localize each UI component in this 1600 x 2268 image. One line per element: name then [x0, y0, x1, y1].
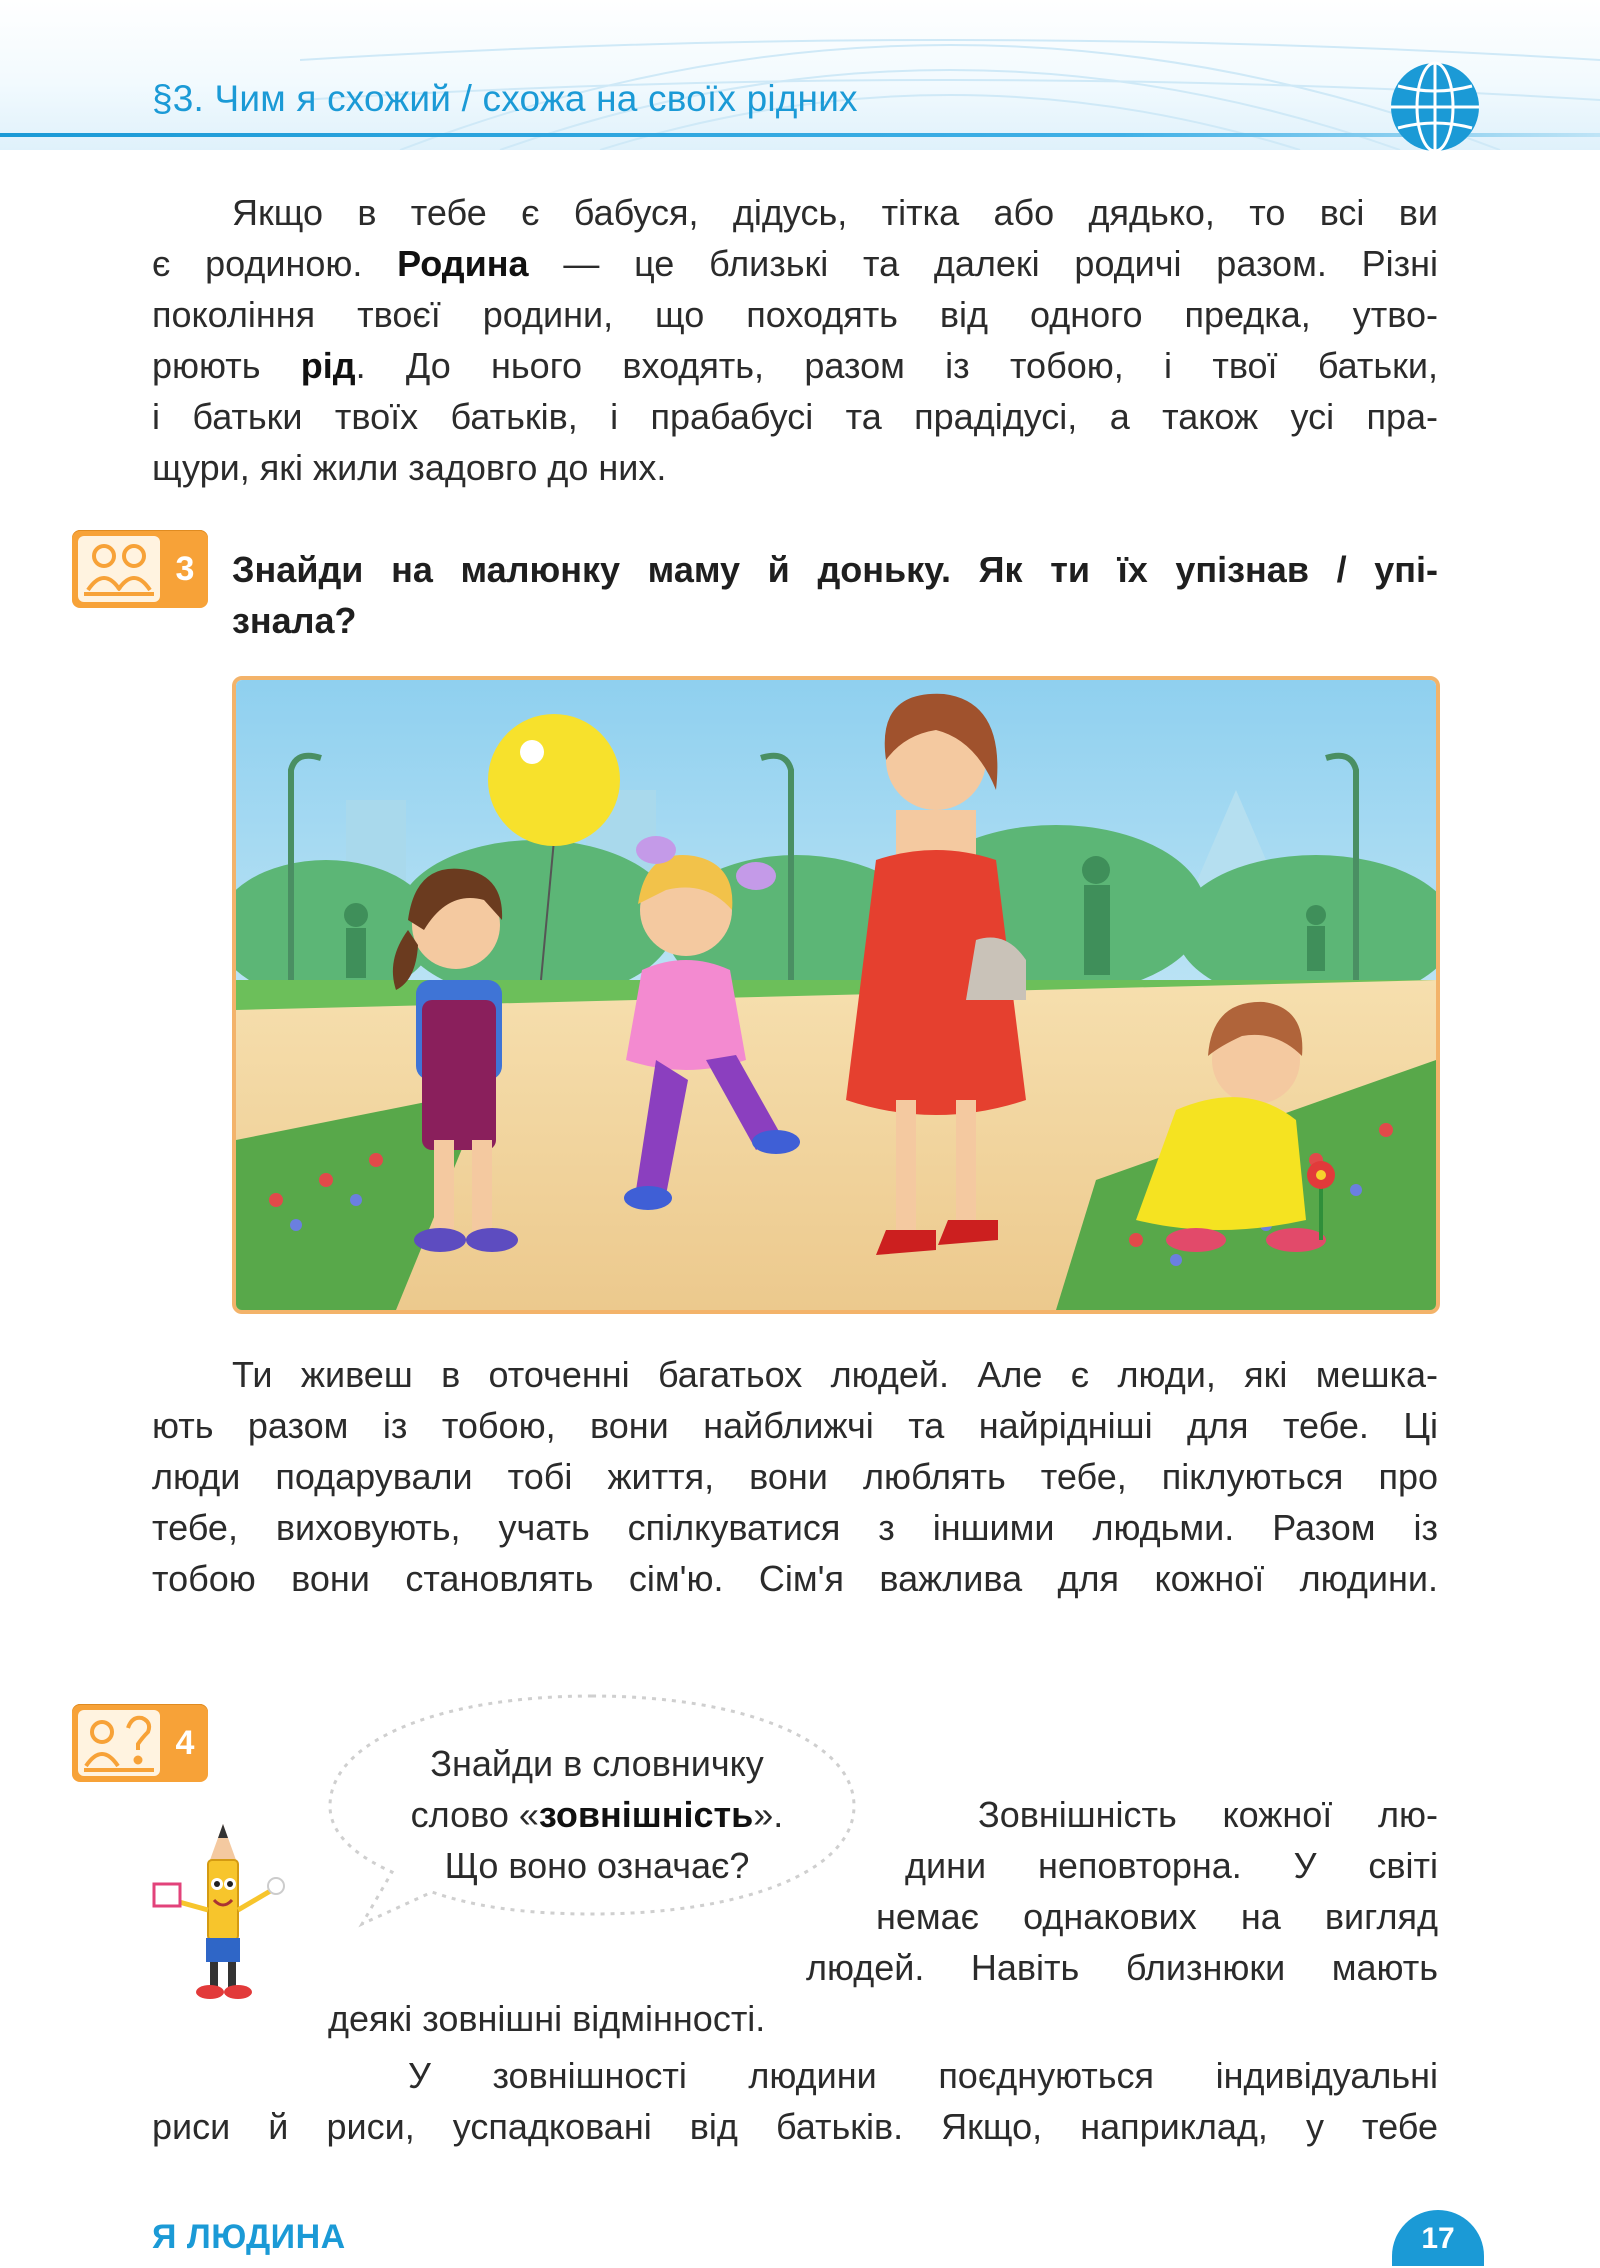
task-3-number: 3 — [175, 550, 195, 588]
task-4-badge — [72, 1704, 208, 1782]
bubble-line: Що воно означає? — [444, 1845, 750, 1886]
bubble-line: Знайди в словничку — [430, 1743, 764, 1784]
intro-line — [152, 442, 1438, 493]
traits-line: У зовнішності людини поєднуються індивідуальні — [408, 2055, 1438, 2096]
appearance-line: Зовнішність кожної лю- — [978, 1794, 1438, 1835]
bubble-text — [362, 1738, 832, 1891]
appearance-line: людей. Навіть близнюки мають — [806, 1947, 1438, 1988]
term-zovnishnist: зовнішність — [538, 1794, 754, 1835]
traits-paragraph — [152, 2050, 1438, 2152]
bubble-line — [362, 1789, 832, 1840]
appearance-line: дини неповторна. У світі — [905, 1845, 1438, 1886]
task-3-line: Знайди на малюнку маму й доньку. Як ти їх упізнав / упі- — [232, 549, 1438, 590]
page-number: 17 — [1392, 2210, 1484, 2266]
intro-text: — це близькі та далекі родичі разом. Різні — [528, 243, 1438, 284]
family-line: тобою вони становлять сім'ю. Сім'я важлива для кожної людини. — [152, 1558, 1438, 1599]
intro-line — [152, 238, 1438, 289]
family-line: ють разом із тобою, вони найближчі та найрідніші для тебе. Ці — [152, 1405, 1438, 1446]
family-line: люди подарували тобі життя, вони люблять тебе, піклуються про — [152, 1456, 1438, 1497]
family-line: тебе, виховують, учать спілкуватися з іншими людьми. Разом із — [152, 1507, 1438, 1548]
pencil-mascot-icon — [148, 1820, 298, 2010]
family-paragraph — [152, 1349, 1438, 1604]
intro-text: Якщо в тебе є бабуся, дідусь, тітка або дядько, то всі ви — [232, 192, 1438, 233]
intro-line — [152, 391, 1438, 442]
appearance-line: деякі зовнішні відмінності. — [328, 1998, 766, 2039]
task-3-line: знала? — [232, 600, 357, 641]
footer-section-title: Я ЛЮДИНА — [152, 2218, 346, 2256]
bubble-text-part: ». — [753, 1794, 784, 1835]
page-title: §3. Чим я схожий / схожа на своїх рідних — [152, 78, 858, 119]
intro-line — [152, 289, 1438, 340]
term-rid: рід — [300, 345, 356, 386]
task-4-number: 4 — [175, 1724, 195, 1762]
illustration-scene — [236, 680, 1436, 1310]
question-pair-icon — [78, 1710, 160, 1776]
family-line: Ти живеш в оточенні багатьох людей. Але є люди, які мешка- — [232, 1354, 1438, 1395]
traits-line: риси й риси, успадковані від батьків. Якщо, наприклад, у тебе — [152, 2106, 1438, 2147]
task-3-icon-box — [78, 536, 160, 602]
task-3-text — [232, 544, 1438, 646]
intro-text: є родиною. — [152, 243, 398, 284]
globe-icon — [1388, 60, 1482, 154]
header-rule — [0, 133, 1600, 137]
intro-text: і батьки твоїх батьків, і прабабусі та прадідусі, а також усі пра- — [152, 396, 1438, 437]
intro-line — [152, 340, 1438, 391]
appearance-line: немає однакових на вигляд — [876, 1896, 1438, 1937]
task-4-icon-box — [78, 1710, 160, 1776]
intro-text: рюють — [152, 345, 301, 386]
intro-paragraph — [152, 187, 1438, 493]
intro-text: покоління твоєї родини, що походять від одного предка, утво- — [152, 294, 1438, 335]
bubble-text-part: слово « — [410, 1794, 539, 1835]
park-family-illustration — [232, 676, 1440, 1314]
term-rodyna: Родина — [397, 243, 529, 284]
intro-text: . До нього входять, разом із тобою, і твої батьки, — [355, 345, 1438, 386]
intro-line — [152, 187, 1438, 238]
task-3-badge — [72, 530, 208, 608]
people-pair-icon — [78, 536, 160, 602]
intro-text: щури, які жили задовго до них. — [152, 447, 667, 488]
